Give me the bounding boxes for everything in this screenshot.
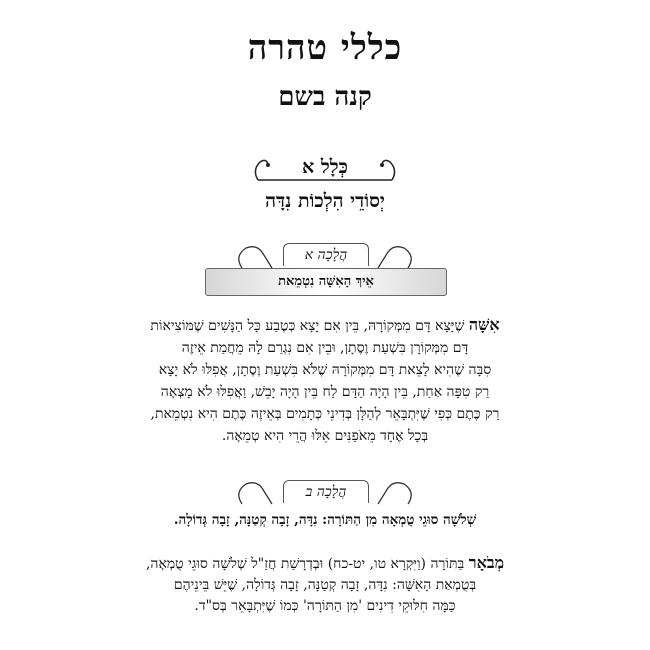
klal-subtitle: יְסוֹדֵי הִלְכוֹת נִדָּה: [265, 190, 385, 212]
page-subtitle: קנה בשם: [278, 82, 372, 112]
halacha2-line-2: בְּטֻמְאַת הָאִשָּׁה: נִדָּה, זָבָה קְטַנָּה, זָבָה גְּדוֹלָה, שֶׁיֵּשׁ בֵּינֵיהֶם: [173, 577, 477, 593]
halacha1-tab: הֲלָכָה א: [283, 243, 369, 266]
halacha2-line-text: בַּתּוֹרָה (וַיִּקְרָא טו, יט-כח) וּבְדְרָשַׁת חֲזַ"ל שְׁלֹשָׁה סוּגֵי טֻמְאָה,: [145, 556, 465, 572]
page-title: כללי טהרה: [247, 28, 403, 68]
halacha2-line-1: [30, 552, 620, 575]
halacha1-body: [30, 314, 620, 447]
halacha2-heading: שְׁלֹשָׁה סוּגֵי טֻמְאָה מִן הַתּוֹרָה: נִדָּה, זָבָה קְטַנָּה, זָבָה גְּדוֹלָה.: [173, 512, 477, 528]
halacha1-line-6: בְּכָל אֶחָד מֵאֹפַנִּים אֵלּוּ הֲרֵי הִיא טְמֵאָה.: [221, 428, 429, 444]
halacha1-heading: אֵיךְ הָאִשָּׁה נִטְמֵאת: [205, 268, 447, 296]
halacha2-body: [30, 552, 620, 617]
halacha2-tab: הֲלָכָה ב: [283, 480, 369, 503]
halacha1-line-1: [30, 314, 620, 337]
halacha1-line-text: שֶׁיָּצָא דָּם מִמְּקוֹרָהּ, בֵּין אִם יָצָא כְּטֶבַע כָּל הַנָּשִׁים שֶׁמּוֹצִיאוֹת: [150, 318, 465, 334]
halacha1-line-4: רַק טִפָּה אַחַת, בֵּין הָיָה הַדָּם לַח בֵּין הָיָה יָבֵשׁ, וַאֲפִלּוּ לֹא מָצְאָה: [160, 384, 490, 400]
klal-label: כְּלָל א: [302, 156, 348, 178]
klal-banner: [248, 152, 402, 184]
halacha1-line-2: דָּם מִמְּקוֹרָן בִּשְׁעַת וֶסֶתָן, וּבֵין אִם נִגְרַם לָהּ מֵחֲמַת אֵיזֶה: [181, 340, 469, 356]
halacha1-line-3: סִבָּה שֶׁהִיא לָצֵאת דָּם מִמְּקוֹרָהּ שֶׁלֹּא בִּשְׁעַת וֶסֶתָן, אֲפִלּוּ לֹא יָצָא: [158, 362, 492, 378]
halacha2-line-3: כַּמָּה חִלּוּקֵי דִינִים 'מִן הַתּוֹרָה' כְּמוֹ שֶׁיִּתְבָּאֵר בְּס"ד.: [194, 598, 456, 614]
halacha2-lead-word: מְבֹאָר: [468, 553, 505, 572]
halacha1-lead-word: אִשָּׁה: [468, 315, 500, 334]
halacha1-line-5: רַק כֶּתֶם כְּפִי שֶׁיִּתְבָּאֵר לְהַלָּן בְּדִינֵי כְּתָמִים בְּאֵיזֶה כֶּתֶם הִיא נִטְמֵאת,: [150, 406, 500, 422]
